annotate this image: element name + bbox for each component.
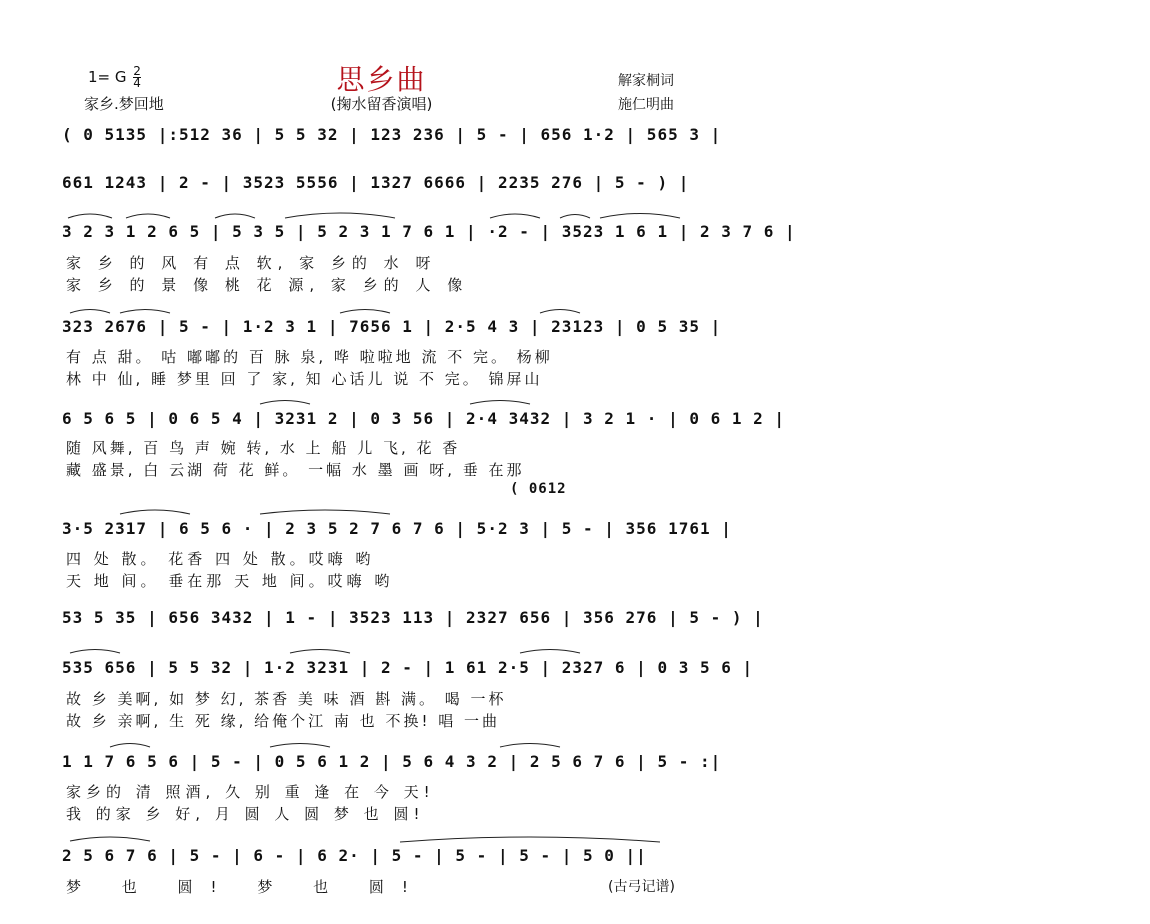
lyric-row-4-verse-1: 有 点 甜。 咕 嘟嘟的 百 脉 泉, 哗 啦啦地 流 不 完。 杨柳 [66,348,553,366]
pickup-notes: ( 0612 [510,481,567,497]
lyric-row-5-verse-2: 藏 盛景, 白 云湖 荷 花 鲜。 一幅 水 墨 画 呀, 垂 在那 [66,461,525,479]
notation-row-5: 6 5 6 5 | 0 6 5 4 | 3231 2 | 0 3 56 | 2·4 3432 | 3 2 1 · | 0 6 1 2 | [62,409,786,428]
notation-row-6: 3·5 2317 | 6 5 6 · | 2 3 5 2 7 6 7 6 | 5·2 3 | 5 - | 356 1761 | [62,519,732,538]
key-label: 1= G [88,68,127,86]
composer-credit: 施仁明曲 [618,97,674,113]
lyric-row-3-verse-1: 家 乡 的 风 有 点 软, 家 乡的 水 呀 [66,254,437,272]
lyric-row-8-verse-1: 故 乡 美啊, 如 梦 幻, 茶香 美 味 酒 斟 满。 喝 一杯 [66,690,507,708]
notation-row-2: 661 1243 | 2 - | 3523 5556 | 1327 6666 | 2235 276 | 5 - ) | [62,173,690,192]
transcriber-credit: (古弓记谱) [608,879,675,895]
time-denominator: 4 [133,76,141,90]
notation-row-1: ( 0 5135 |:512 36 | 5 5 32 | 123 236 | 5 - | 656 1·2 | 565 3 | [62,125,722,144]
lyric-row-4-verse-2: 林 中 仙, 睡 梦里 回 了 家, 知 心话儿 说 不 完。 锦屏山 [66,370,543,388]
notation-row-9: 1 1 7 6 5 6 | 5 - | 0 5 6 1 2 | 5 6 4 3 2 | 2 5 6 7 6 | 5 - :| [62,752,722,771]
lyric-row-6-verse-1: 四 处 散。 花香 四 处 散。哎嗨 哟 [66,550,375,568]
notation-row-7: 53 5 35 | 656 3432 | 1 - | 3523 113 | 2327 656 | 356 276 | 5 - ) | [62,608,764,627]
notation-row-8: 535 656 | 5 5 32 | 1·2 3231 | 2 - | 1 61 2·5 | 2327 6 | 0 3 5 6 | [62,658,754,677]
lyric-row-3-verse-2: 家 乡 的 景 像 桃 花 源, 家 乡的 人 像 [66,276,469,294]
lyric-row-9-verse-2: 我 的家 乡 好, 月 圆 人 圆 梦 也 圆! [66,805,425,823]
notation-row-4: 323 2676 | 5 - | 1·2 3 1 | 7656 1 | 2·5 4 3 | 23123 | 0 5 35 | [62,317,722,336]
notation-row-3: 3 2 3 1 2 6 5 | 5 3 5 | 5 2 3 1 7 6 1 | ·2 - | 3523 1 6 1 | 2 3 7 6 | [62,222,796,241]
lyric-row-6-verse-2: 天 地 间。 垂在那 天 地 间。哎嗨 哟 [66,572,394,590]
performer-note: (掬水留香演唱) [330,95,433,113]
time-numerator: 2 [133,64,141,78]
album-label: 家乡.梦回地 [84,95,164,113]
lyric-row-10: 梦 也 圆! 梦 也 圆! [66,878,426,896]
lyric-row-8-verse-2: 故 乡 亲啊, 生 死 缘, 给俺个江 南 也 不换! 唱 一曲 [66,712,500,730]
lyricist-credit: 解家桐词 [618,73,674,89]
notation-row-10: 2 5 6 7 6 | 5 - | 6 - | 6 2· | 5 - | 5 - | 5 - | 5 0 || [62,846,647,865]
song-title: 思乡曲 [336,63,427,96]
lyric-row-9-verse-1: 家乡的 清 照酒, 久 别 重 逢 在 今 天! [66,783,435,801]
lyric-row-5-verse-1: 随 风舞, 百 鸟 声 婉 转, 水 上 船 儿 飞, 花 香 [66,439,461,457]
